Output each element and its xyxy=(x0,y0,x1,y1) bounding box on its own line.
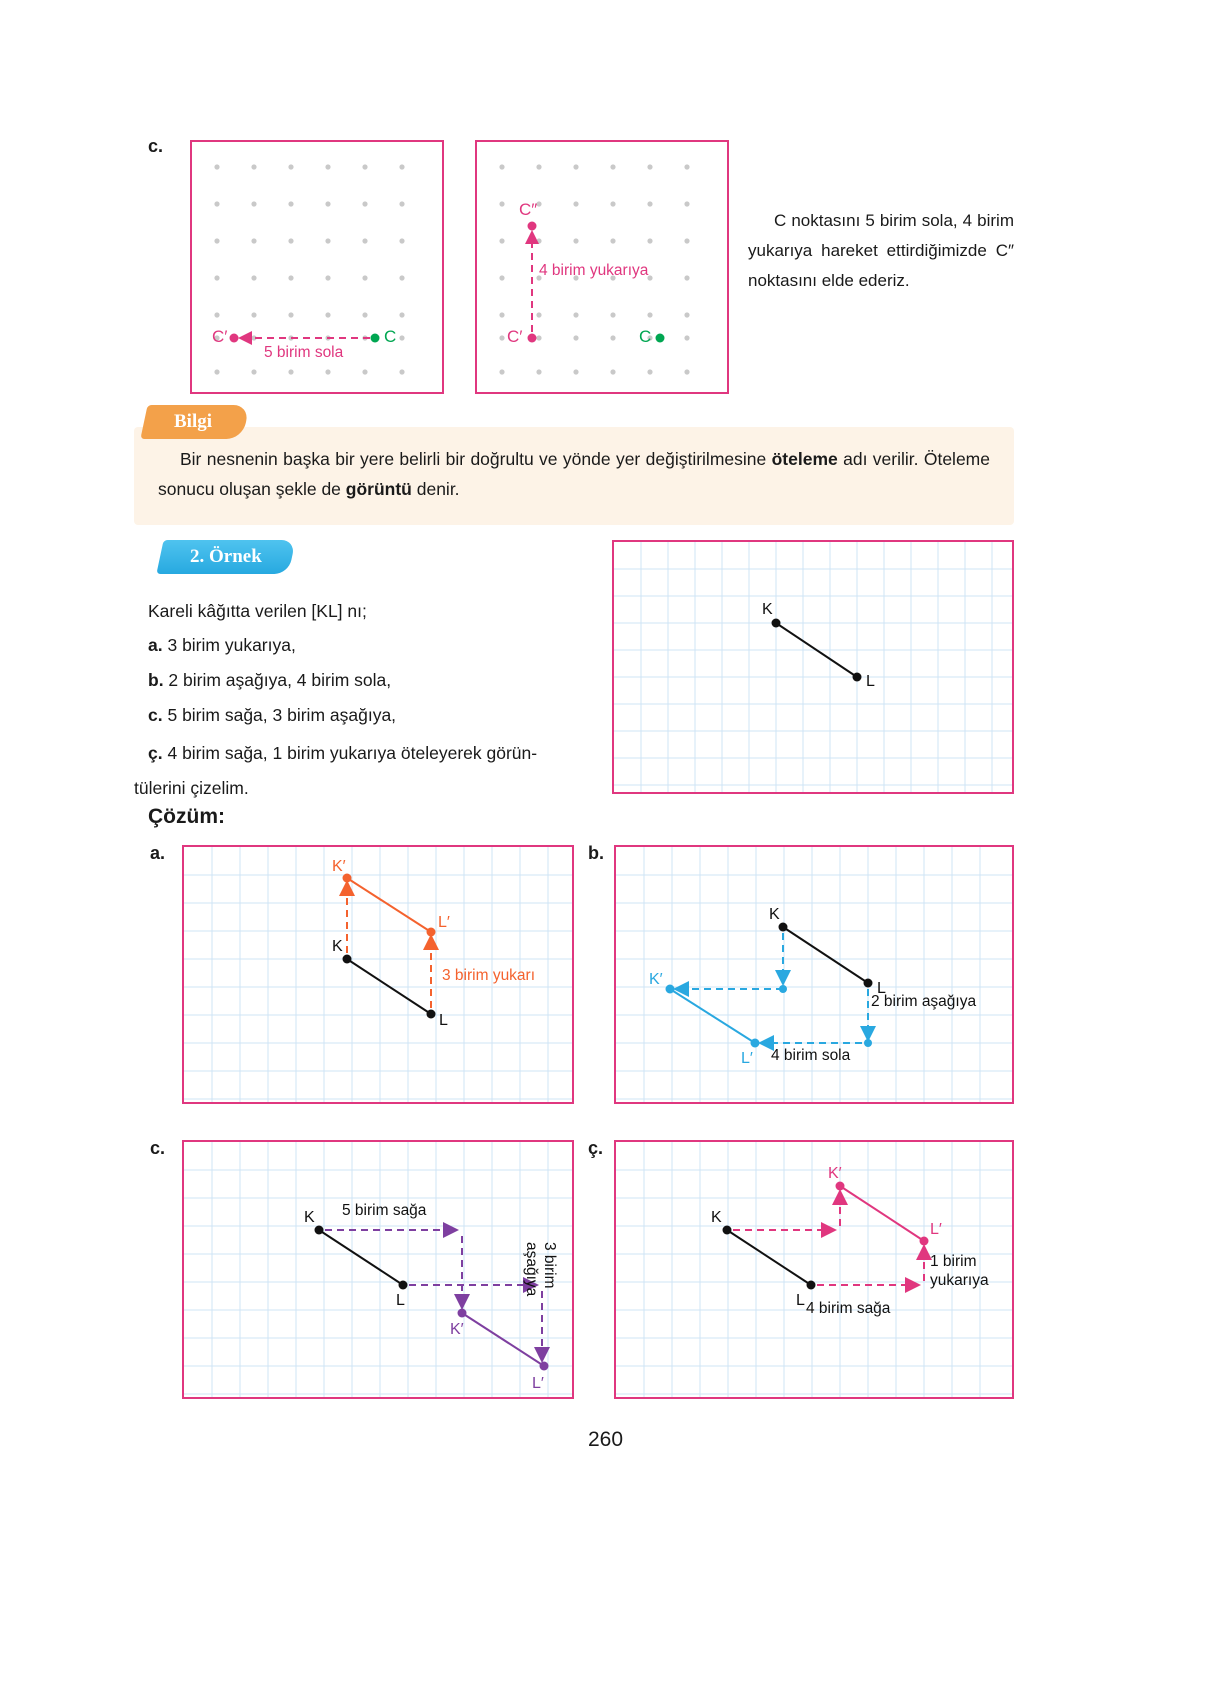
svg-text:K′: K′ xyxy=(828,1165,842,1182)
svg-text:K′: K′ xyxy=(649,971,663,988)
svg-text:L′: L′ xyxy=(930,1221,942,1238)
ornek-figure-grid xyxy=(612,540,1014,794)
point-label-c-prime: C′ xyxy=(212,327,228,346)
cozum-c-marker: c. xyxy=(150,1138,166,1158)
cozum-a-caption: 3 birim yukarı xyxy=(442,967,536,984)
cozum-d-grid xyxy=(614,1140,1014,1399)
svg-text:L: L xyxy=(796,1292,805,1309)
cozum-a-grid xyxy=(182,845,574,1104)
cozum-a-marker: a. xyxy=(150,843,166,863)
caption-4-birim-yukariya: 4 birim yukarıya xyxy=(539,262,649,279)
point-label-c: C xyxy=(384,327,397,346)
svg-text:K′: K′ xyxy=(450,1321,464,1338)
ornek-item-c-text: 5 birim sağa, 3 birim aşağıya, xyxy=(162,705,397,725)
ornek-item-c xyxy=(148,702,396,729)
ornek-item-b-marker: b. xyxy=(148,670,164,690)
ornek-item-c-marker: c. xyxy=(148,705,163,725)
caption-5-birim-sola: 5 birim sola xyxy=(264,344,344,361)
ornek-tab xyxy=(156,540,295,574)
ornek-point-k: K xyxy=(762,601,773,618)
svg-text:L: L xyxy=(396,1292,405,1309)
ornek-intro: Kareli kâğıtta verilen [KL] nı; xyxy=(148,601,367,621)
point-label-c-double-prime: C″ xyxy=(519,200,538,219)
svg-text:K: K xyxy=(304,1209,315,1226)
svg-text:K: K xyxy=(769,906,780,923)
cozum-heading: Çözüm: xyxy=(148,805,225,828)
svg-text:L′: L′ xyxy=(741,1050,753,1067)
point-label-c-prime-right: C′ xyxy=(507,327,523,346)
ornek-item-a xyxy=(148,632,296,659)
ornek-tab-label: 2. Örnek xyxy=(190,546,262,567)
bilgi-tab-label: Bilgi xyxy=(174,411,213,432)
cozum-d-caption-right: 4 birim sağa xyxy=(806,1300,891,1317)
cozum-c-grid xyxy=(182,1140,574,1399)
svg-text:K: K xyxy=(332,938,343,955)
ornek-closing: tülerini çizelim. xyxy=(134,778,249,798)
svg-text:L: L xyxy=(439,1012,448,1029)
cozum-b-caption-down: 2 birim aşağıya xyxy=(871,993,977,1010)
dot-grid-right xyxy=(475,140,729,394)
svg-text:K′: K′ xyxy=(332,858,346,875)
page-number: 260 xyxy=(587,1428,624,1451)
ornek-item-b xyxy=(148,667,391,694)
bilgi-text-3: denir. xyxy=(411,478,460,499)
ornek-item-b-text: 2 birim aşağıya, 4 birim sola, xyxy=(163,670,392,690)
section-c-marker: c. xyxy=(148,136,164,156)
ornek-item-d-text: 4 birim sağa, 1 birim yukarıya öteleyerek görün- xyxy=(162,743,538,763)
dot-grid-left xyxy=(190,140,444,394)
cozum-c-caption-down: 3 birim aşağıya xyxy=(523,1242,558,1297)
ornek-figure-svg xyxy=(614,542,1012,792)
ornek-item-d-marker: ç. xyxy=(148,743,163,763)
svg-text:L′: L′ xyxy=(532,1375,544,1392)
svg-text:L: L xyxy=(877,980,886,997)
section-c-note: C noktasını 5 birim sola, 4 birim yukarıya hareket ettirdiğimizde C″ noktasını elde ederiz. xyxy=(748,211,1014,290)
bilgi-bold-goruntu: görüntü xyxy=(345,478,412,499)
bilgi-tab xyxy=(140,405,249,439)
bilgi-body xyxy=(134,427,1014,525)
cozum-b-caption-left: 4 birim sola xyxy=(771,1047,851,1064)
cozum-c-caption-right: 5 birim sağa xyxy=(342,1202,427,1219)
ornek-item-a-marker: a. xyxy=(148,635,163,655)
point-label-c-right: C xyxy=(639,327,652,346)
cozum-b-marker: b. xyxy=(588,843,604,863)
cozum-d-marker: ç. xyxy=(588,1138,604,1158)
cozum-c-svg xyxy=(184,1142,572,1397)
ornek-item-d xyxy=(148,740,537,767)
bilgi-text-2: adı verilir. Öteleme sonucu oluşan şekle de xyxy=(158,449,990,499)
svg-text:K: K xyxy=(711,1209,722,1226)
bilgi-bold-oteleme: öteleme xyxy=(771,449,838,469)
svg-text:L′: L′ xyxy=(438,914,450,931)
cozum-b-grid xyxy=(614,845,1014,1104)
ornek-point-l: L xyxy=(866,673,875,690)
ornek-item-a-text: 3 birim yukarıya, xyxy=(162,635,296,655)
bilgi-callout xyxy=(134,405,1014,525)
bilgi-text-1: Bir nesnenin başka bir yere belirli bir doğrultu ve yönde yer değiştirilmesine xyxy=(180,449,772,469)
cozum-d-caption-up: 1 birim yukarıya xyxy=(930,1253,989,1290)
